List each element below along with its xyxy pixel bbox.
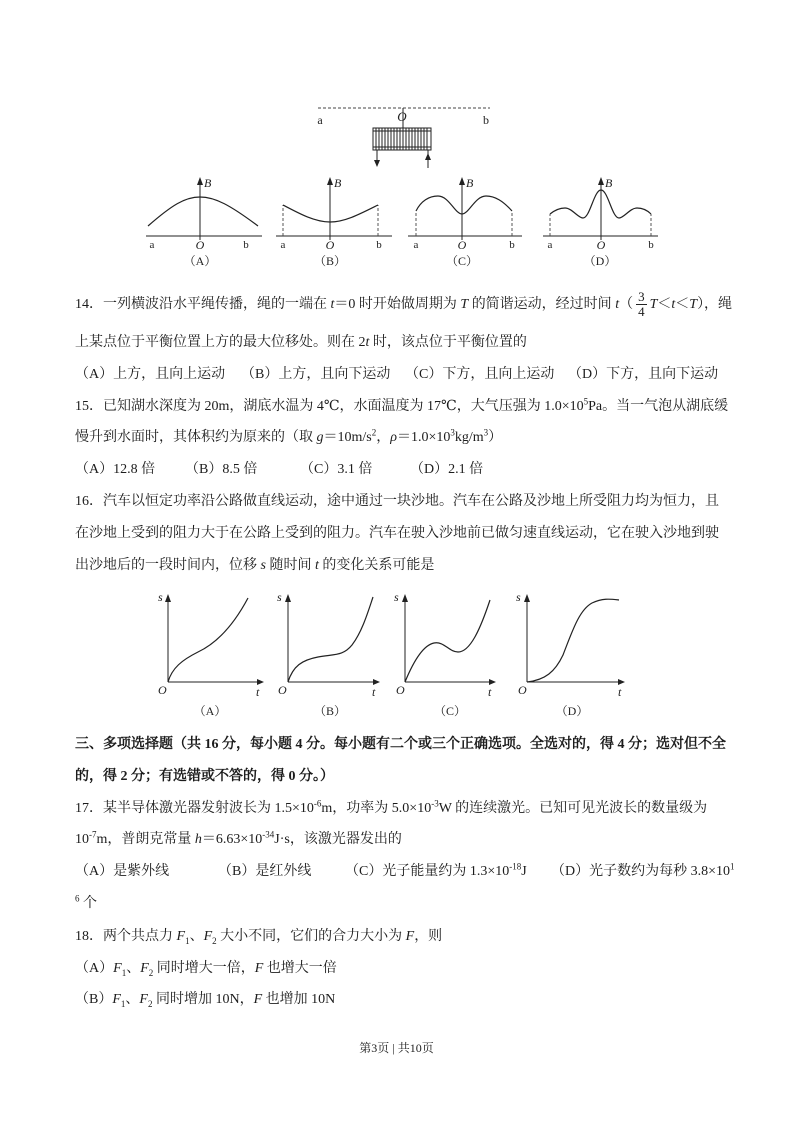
text-run: （C）光子能量约为 1.3×10: [345, 864, 510, 879]
text-run: 同时增大一倍，: [153, 961, 255, 976]
text-run: 出沙地后的一段时间内，位移: [75, 558, 261, 573]
text-run: ，则: [414, 929, 443, 944]
st-curve-d: [527, 599, 619, 682]
question-17-option-d: [551, 856, 753, 888]
origin-label: O: [518, 683, 527, 697]
text-run: m，普朗克常量: [96, 832, 195, 847]
italic-symbol: F: [139, 992, 148, 1007]
text-run: 、: [126, 961, 141, 976]
text-run: ，: [376, 430, 391, 445]
text-run: 、: [125, 992, 140, 1007]
b-axis-label: B: [605, 176, 613, 190]
question-15-options: [75, 454, 753, 486]
text-run: （A）是紫外线: [75, 864, 170, 879]
option-label-b: （B）: [313, 254, 347, 268]
text-run: （D）光子数约为每秒 3.8×10: [551, 864, 731, 879]
b-graph-d: [543, 176, 658, 268]
label-b: b: [648, 239, 654, 251]
text-run: kg/m: [454, 430, 484, 445]
text-run: （D）2.1 倍: [410, 462, 484, 477]
label-b: b: [509, 239, 515, 251]
superscript: -3: [431, 798, 439, 809]
label-o: O: [195, 238, 205, 252]
b-graph-b: [276, 176, 392, 268]
option-label-d: （D）: [583, 254, 617, 268]
label-o: O: [325, 238, 335, 252]
label-a: a: [280, 239, 286, 251]
question-14-options: [75, 359, 753, 391]
s-axis-arrow-icon: [524, 594, 530, 602]
label-b: b: [243, 239, 249, 251]
b-axis-label: B: [334, 176, 342, 190]
text-run: （A）上方，且向上运动: [75, 367, 226, 382]
page-footer: 第3页 | 共10页: [359, 1041, 434, 1055]
italic-symbol: h: [194, 832, 202, 847]
text-run: 也增大一倍: [263, 961, 337, 976]
b-axis-label: B: [204, 176, 212, 190]
text-run: 时，该点位于平衡位置的: [369, 335, 527, 350]
italic-symbol: T: [649, 297, 658, 312]
question-17-option-b: [218, 856, 345, 888]
text-run: J·s，该激光器发出的: [274, 832, 402, 847]
text-run: 、: [189, 929, 204, 944]
text-run: （A）: [75, 961, 114, 976]
label-b: b: [376, 239, 382, 251]
solenoid-label-o: O: [397, 109, 407, 124]
italic-symbol: F: [176, 929, 186, 944]
text-run: ＜: [675, 297, 690, 312]
italic-symbol: F: [405, 929, 415, 944]
text-run: （C）下方，且向上运动: [405, 367, 555, 382]
b-axis-arrow-icon: [197, 177, 203, 185]
solenoid-label-a: a: [317, 113, 323, 127]
text-run: 同时增加 10N，: [152, 992, 254, 1007]
question-16-line-1: [75, 486, 753, 518]
question-16-line-3: [75, 550, 753, 582]
italic-symbol: g: [316, 430, 324, 445]
b-curve-c: [416, 196, 512, 214]
subscript: 1: [121, 967, 127, 978]
magnetic-field-figure: [0, 95, 793, 280]
subscript: 1: [185, 935, 190, 946]
italic-symbol: F: [140, 961, 149, 976]
text-run: （B）8.5 倍: [185, 462, 258, 477]
italic-symbol: t: [314, 558, 319, 573]
italic-symbol: F: [253, 992, 263, 1007]
subscript: 2: [147, 998, 153, 1009]
arrow-down-icon: [374, 160, 380, 167]
question-14-option-c: [405, 359, 568, 391]
text-run: （B）是红外线: [218, 864, 312, 879]
subscript: 1: [120, 998, 126, 1009]
s-axis-label: s: [158, 590, 163, 604]
question-15-option-d: [410, 454, 753, 486]
superscript: -34: [262, 829, 275, 840]
text-run: ），绳: [697, 297, 733, 312]
italic-symbol: t: [330, 297, 335, 312]
superscript: 2: [371, 427, 377, 438]
italic-symbol: t: [365, 335, 370, 350]
subscript: 2: [148, 967, 154, 978]
b-graph-a: [146, 176, 262, 268]
t-axis-label: t: [618, 685, 622, 699]
question-14-option-d: [568, 359, 753, 391]
arrow-up-icon: [425, 153, 431, 160]
text-run: ＝6.63×10: [201, 832, 263, 847]
text-run: ＝0 时开始做周期为: [334, 297, 461, 312]
fraction-numerator: 3: [638, 289, 645, 305]
superscript: 3: [450, 427, 455, 438]
question-15-line-1: [75, 391, 753, 423]
text-run: 上某点位于平衡位置上方的最大位移处。则在 2: [75, 335, 366, 350]
label-o: O: [596, 238, 606, 252]
text-run: （D）下方，且向下运动: [568, 367, 719, 382]
option-label-c: （C）: [445, 254, 479, 268]
origin-label: O: [396, 683, 405, 697]
italic-symbol: T: [689, 297, 698, 312]
b-axis-label: B: [466, 176, 474, 190]
origin-label: O: [158, 683, 167, 697]
st-curve-a: [168, 598, 248, 682]
italic-symbol: t: [615, 297, 620, 312]
superscript: 6: [75, 893, 80, 904]
italic-symbol: ρ: [390, 430, 397, 445]
st-graph-d: [516, 590, 625, 718]
label-a: a: [413, 239, 419, 251]
question-15-option-a: [75, 454, 185, 486]
superscript: 3: [483, 427, 489, 438]
italic-symbol: F: [113, 961, 122, 976]
text-run: 的变化关系可能是: [318, 558, 435, 573]
text-run: 16．汽车以恒定功率沿公路做直线运动，途中通过一块沙地。汽车在公路及沙地上所受阻力均为恒力，且: [75, 494, 719, 509]
s-axis-label: s: [394, 590, 399, 604]
superscript: 1: [730, 861, 735, 872]
text-run: m，功率为 5.0×10: [321, 801, 432, 816]
text-run: 15．已知湖水深度为 20m，湖底水温为 4℃，水面温度为 17℃，大气压强为 1.0×10: [75, 399, 584, 414]
text-run: 大小不同，它们的合力大小为: [216, 929, 406, 944]
s-axis-arrow-icon: [285, 594, 291, 602]
superscript: -7: [89, 829, 97, 840]
option-label-b: （B）: [313, 704, 347, 718]
italic-symbol: F: [203, 929, 213, 944]
st-curve-b: [288, 597, 373, 682]
text-run: （A）12.8 倍: [75, 462, 156, 477]
displacement-time-figure: [0, 585, 793, 725]
s-axis-arrow-icon: [402, 594, 408, 602]
text-run: （B）上方，且向下运动: [241, 367, 391, 382]
question-14-option-a: [75, 359, 241, 391]
text-run: 个: [79, 896, 97, 911]
s-axis-arrow-icon: [165, 594, 171, 602]
question-14-option-b: [241, 359, 405, 391]
text-run: （B）: [75, 992, 113, 1007]
question-17-continuation: [75, 888, 753, 920]
text-run: ＝10m/s: [323, 430, 372, 445]
question-18-line-1: [75, 921, 753, 953]
fraction: [636, 290, 647, 319]
subscript: 2: [212, 935, 217, 946]
question-17-option-c: [345, 856, 551, 888]
option-label-c: （C）: [433, 704, 467, 718]
text-run: 的简谐运动，经过时间: [468, 297, 616, 312]
italic-symbol: F: [254, 961, 264, 976]
text-run: 17．某半导体激光器发射波长为 1.5×10: [75, 801, 314, 816]
text-run: 10: [75, 832, 89, 847]
st-graph-c: [394, 590, 496, 718]
italic-symbol: t: [671, 297, 676, 312]
label-a: a: [149, 239, 155, 251]
superscript: -6: [313, 798, 322, 809]
text-run: 的，得 2 分；有选错或不答的，得 0 分。）: [75, 769, 334, 784]
s-axis-label: s: [516, 590, 521, 604]
italic-symbol: s: [260, 558, 266, 573]
b-curve-a: [148, 197, 258, 226]
superscript: 5: [583, 396, 589, 407]
t-axis-label: t: [256, 685, 260, 699]
solenoid-diagram: [317, 108, 490, 168]
origin-label: O: [278, 683, 287, 697]
question-14-line-2: [75, 327, 753, 359]
question-15-line-2: [75, 422, 753, 454]
text-run: 也增加 10N: [262, 992, 336, 1007]
text-run: ＜: [657, 297, 672, 312]
label-a: a: [547, 239, 553, 251]
text-run: （: [619, 297, 634, 312]
option-label-d: （D）: [555, 704, 589, 718]
b-axis-arrow-icon: [598, 177, 604, 185]
text-run: J: [521, 864, 527, 879]
t-axis-label: t: [372, 685, 376, 699]
question-17-options: [75, 856, 753, 888]
s-axis-label: s: [277, 590, 282, 604]
text-run: ＝1.0×10: [396, 430, 451, 445]
text-run: 在沙地上受到的阻力大于在公路上受到的阻力。汽车在驶入沙地前已做匀速直线运动，它在驶入沙地到驶: [75, 526, 719, 541]
b-axis-arrow-icon: [327, 177, 333, 185]
superscript: -18: [509, 861, 522, 872]
option-label-a: （A）: [183, 254, 217, 268]
text-run: 18．两个共点力: [75, 929, 177, 944]
text-run: ）: [488, 430, 503, 445]
option-label-a: （A）: [193, 704, 227, 718]
question-17-line-1: [75, 793, 753, 825]
section-3-heading-line-2: [75, 761, 753, 793]
text-run: W 的连续激光。已知可见光波长的数量级为: [438, 801, 708, 816]
italic-symbol: T: [460, 297, 469, 312]
text-run: Pa。当一气泡从湖底缓: [588, 399, 729, 414]
label-o: O: [457, 238, 467, 252]
question-17-option-a: [75, 856, 218, 888]
solenoid-label-b: b: [483, 113, 489, 127]
st-graph-a: [158, 590, 264, 718]
question-18-option-b: [75, 984, 753, 1016]
italic-symbol: F: [112, 992, 121, 1007]
b-graph-c: [408, 176, 522, 268]
fraction-denominator: 4: [638, 304, 645, 320]
section-3-heading-line-1: [75, 729, 753, 761]
question-17-line-2: [75, 824, 753, 856]
text-run: 慢升到水面时，其体积约为原来的（取: [75, 430, 317, 445]
st-graph-b: [277, 590, 380, 718]
text-run: （C）3.1 倍: [300, 462, 373, 477]
question-16-line-2: [75, 518, 753, 550]
text-run: 随时间: [265, 558, 315, 573]
text-run: 14．一列横波沿水平绳传播，绳的一端在: [75, 297, 331, 312]
question-14-line-1: [75, 286, 753, 324]
t-axis-label: t: [488, 685, 492, 699]
st-curve-c: [405, 600, 490, 682]
b-axis-arrow-icon: [459, 177, 465, 185]
question-15-option-b: [185, 454, 300, 486]
text-run: 三、多项选择题（共 16 分，每小题 4 分。每小题有二个或三个正确选项。全选对的，得 4 分；选对但不全: [75, 737, 726, 752]
question-15-option-c: [300, 454, 410, 486]
question-18-option-a: [75, 953, 753, 985]
